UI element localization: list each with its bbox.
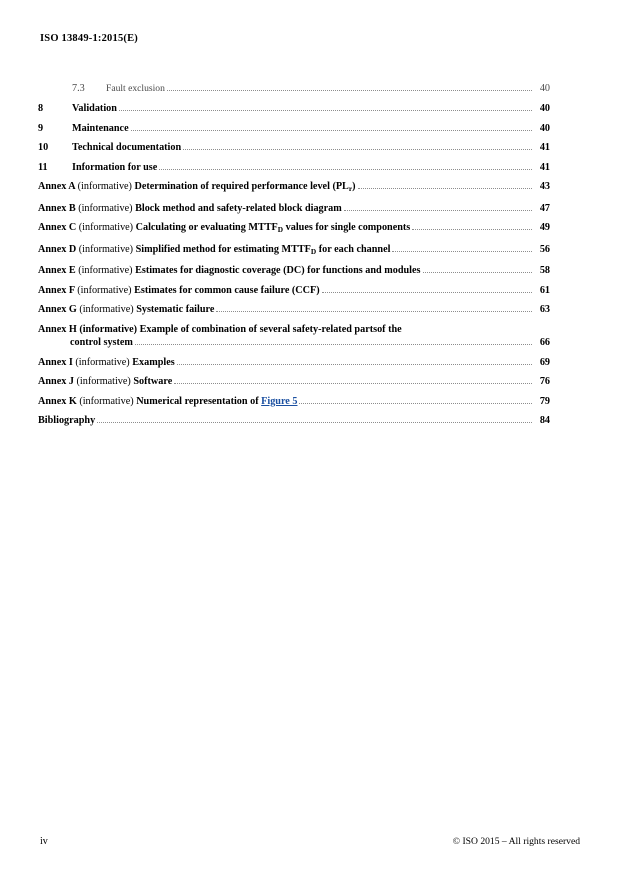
annex-kind: (informative) <box>79 304 134 316</box>
toc-page: 61 <box>539 284 550 296</box>
annex-title-pre: Software <box>133 376 173 388</box>
toc-entry-10[interactable] <box>38 141 550 154</box>
annex-title-sub: r <box>348 184 353 194</box>
toc-leader <box>167 89 532 91</box>
toc-leader <box>392 250 532 252</box>
toc-leader <box>423 271 533 273</box>
toc-entry-annex-g[interactable] <box>38 303 550 316</box>
annex-label: Annex F <box>38 284 75 296</box>
toc-title: Technical documentation <box>72 142 182 154</box>
annex-title-pre: Examples <box>132 356 175 368</box>
bibliography-title: Bibliography <box>38 415 96 427</box>
toc-title: Information for use <box>72 161 158 173</box>
toc-entry-8[interactable] <box>38 102 550 115</box>
toc-leader <box>299 402 532 404</box>
toc-leader <box>159 168 532 170</box>
annex-kind: (informative) <box>77 181 132 193</box>
toc-number: 9 <box>38 122 44 134</box>
toc-page: 40 <box>539 122 550 134</box>
annex-kind: (informative) <box>78 243 134 255</box>
toc-leader <box>135 343 532 345</box>
annex-kind: (informative) <box>75 356 130 368</box>
footer-copyright: © ISO 2015 – All rights reserved <box>452 836 580 847</box>
toc-number: 8 <box>38 103 44 114</box>
annex-label: Annex C <box>38 222 77 234</box>
toc-title: Fault exclusion <box>106 83 165 94</box>
annex-kind: (informative) <box>78 222 134 234</box>
toc-title: Validation <box>72 103 117 114</box>
toc-number: 7.3 <box>72 83 85 94</box>
annex-title-pre: Determination of required performance level (PL <box>134 181 349 193</box>
toc-entry-annex-f[interactable] <box>38 284 550 297</box>
annex-kind: (informative) <box>77 284 132 296</box>
toc-leader <box>183 148 532 150</box>
toc-entry-annex-b[interactable] <box>38 202 550 215</box>
toc-page: 69 <box>539 356 550 368</box>
toc-entry-7-3[interactable] <box>38 82 550 95</box>
annex-label: Annex A <box>38 181 76 193</box>
toc-leader <box>131 129 532 131</box>
toc-leader <box>358 187 532 189</box>
toc-leader <box>97 421 532 423</box>
annex-title-sub: D <box>277 225 284 235</box>
toc-page: 58 <box>539 265 550 277</box>
toc-leader <box>344 209 532 211</box>
toc-page: 63 <box>539 304 550 316</box>
annex-title-line1: Example of combination of several safety-related partsof the <box>139 324 402 336</box>
toc-entry-annex-h[interactable] <box>38 323 550 349</box>
toc-page: 47 <box>539 202 550 214</box>
annex-kind: (informative) <box>76 376 131 388</box>
toc-entry-bibliography[interactable] <box>38 414 550 427</box>
toc-page: 40 <box>539 103 550 114</box>
toc-number: 11 <box>38 161 48 173</box>
toc-entry-annex-c[interactable] <box>38 221 550 236</box>
annex-label: Annex B <box>38 202 76 214</box>
annex-title-pre: Calculating or evaluating MTTF <box>135 222 278 234</box>
toc-title: Maintenance <box>72 122 129 134</box>
table-of-contents <box>38 82 550 434</box>
annex-kind: (informative) <box>78 202 133 214</box>
toc-entry-annex-a[interactable] <box>38 180 550 195</box>
annex-label: Annex G <box>38 304 77 316</box>
figure-5-link[interactable]: Figure 5 <box>261 395 298 407</box>
toc-leader <box>119 109 532 111</box>
toc-page: 84 <box>539 415 550 427</box>
annex-label: Annex E <box>38 265 76 277</box>
toc-leader <box>177 363 532 365</box>
toc-entry-annex-d[interactable] <box>38 243 550 258</box>
annex-title-post: values for single components <box>283 222 411 234</box>
annex-title-line2: control system <box>70 337 133 349</box>
annex-title-pre: Numerical representation of <box>136 395 262 407</box>
toc-page: 40 <box>539 83 550 94</box>
annex-title-post: for each channel <box>316 243 391 255</box>
toc-page: 43 <box>539 181 550 193</box>
running-header: ISO 13849-1:2015(E) <box>40 33 139 44</box>
toc-entry-9[interactable] <box>38 122 550 135</box>
toc-page: 41 <box>539 161 550 173</box>
toc-leader <box>322 291 532 293</box>
toc-leader <box>174 382 532 384</box>
toc-leader <box>216 310 532 312</box>
annex-label: Annex J <box>38 376 74 388</box>
annex-title-pre: Block method and safety-related block diagram <box>135 202 342 214</box>
annex-label: Annex H <box>38 324 77 336</box>
annex-title-sub: D <box>310 246 317 256</box>
toc-page: 66 <box>539 337 550 349</box>
toc-entry-annex-i[interactable] <box>38 356 550 369</box>
toc-number: 10 <box>38 142 49 154</box>
toc-entry-11[interactable] <box>38 161 550 174</box>
toc-page: 76 <box>539 376 550 388</box>
annex-kind: (informative) <box>79 395 134 407</box>
toc-page: 79 <box>539 395 550 407</box>
annex-label: Annex K <box>38 395 77 407</box>
annex-label: Annex D <box>38 243 77 255</box>
toc-entry-annex-e[interactable] <box>38 264 550 277</box>
annex-title-pre: Systematic failure <box>136 304 215 316</box>
annex-title-post: ) <box>352 181 356 193</box>
toc-entry-annex-k[interactable] <box>38 395 550 408</box>
toc-leader <box>412 228 532 230</box>
annex-title-pre: Estimates for diagnostic coverage (DC) for functions and modules <box>135 265 421 277</box>
annex-title-pre: Estimates for common cause failure (CCF) <box>134 284 320 296</box>
toc-page: 41 <box>539 142 550 154</box>
footer-page-number: iv <box>40 836 48 847</box>
annex-label: Annex I <box>38 356 73 368</box>
toc-page: 56 <box>539 243 550 255</box>
toc-page: 49 <box>539 222 550 234</box>
annex-kind: (informative) <box>78 265 133 277</box>
annex-kind: (informative) <box>79 324 138 336</box>
annex-title-pre: Simplified method for estimating MTTF <box>135 243 311 255</box>
toc-entry-annex-j[interactable] <box>38 375 550 388</box>
